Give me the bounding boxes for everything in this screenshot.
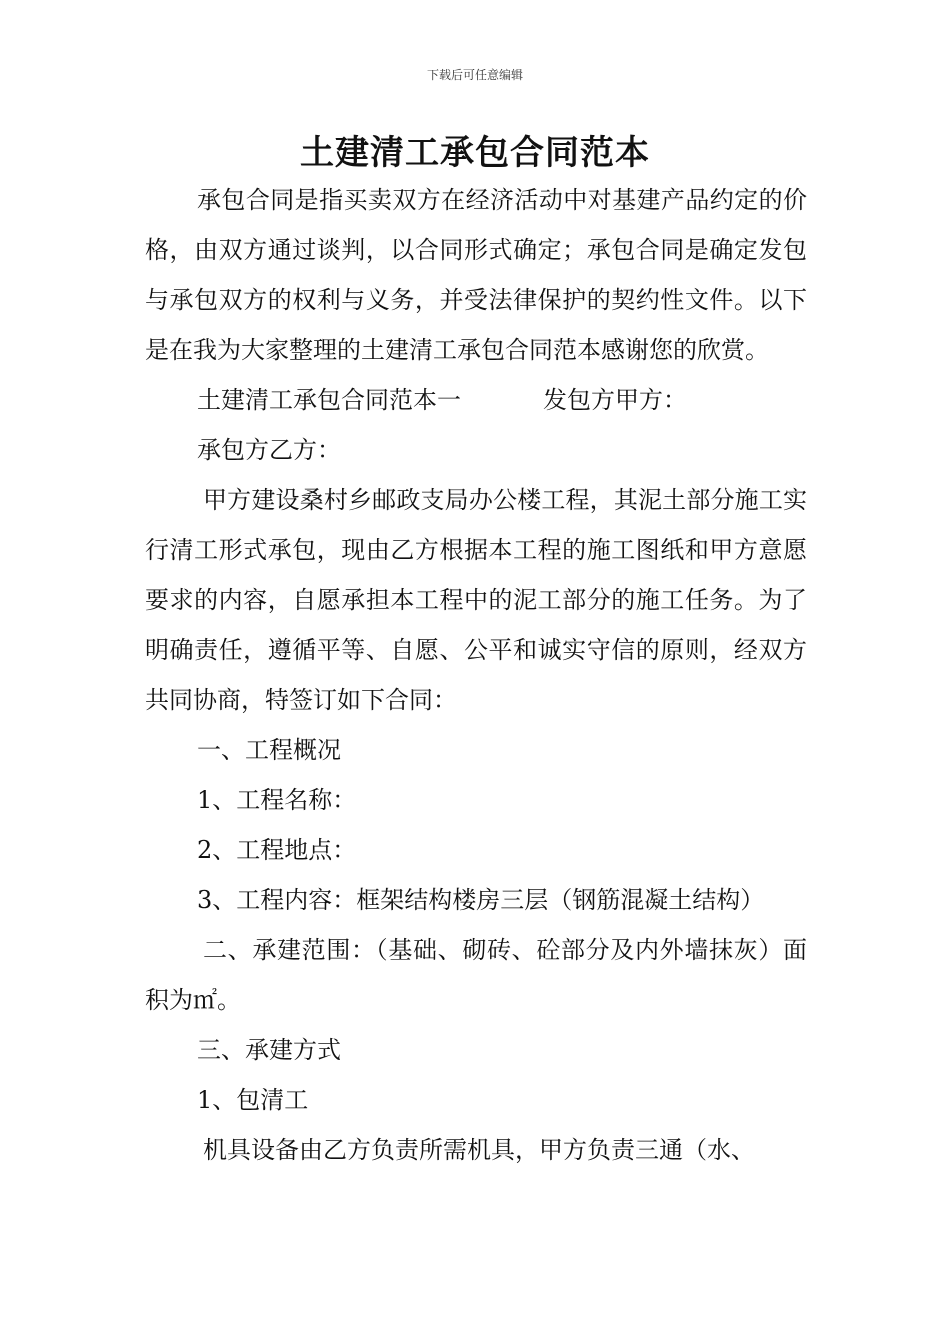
header-note: 下载后可任意编辑 [426,68,523,82]
document-title: 土建清工承包合同范本 [300,133,650,173]
paragraph-section-1: 一、工程概况 [197,736,341,764]
paragraph-party-b: 承包方乙方： [197,436,341,464]
contract-heading-label: 土建清工承包合同范本一 [197,386,461,414]
paragraph-contract-heading [145,375,807,425]
paragraph-intro: 承包合同是指买卖双方在经济活动中对基建产品约定的价格，由双方通过谈判，以合同形式确定；承包合同是确定发包与承包双方的权利与义务，并受法律保护的契约性文件。以下是在我为大家整理的土建清工承包合同范本感谢您的欣赏。 [145,186,807,364]
paragraph-section-2: 二、承建范围：（基础、砌砖、砼部分及内外墙抹灰）面积为㎡。 [145,936,807,1014]
paragraph-project-content: 3、工程内容：框架结构楼房三层（钢筋混凝土结构） [197,886,765,914]
paragraph-project-location: 2、工程地点： [197,836,357,864]
paragraph-project-name: 1、工程名称： [197,786,357,814]
party-a-label: 发包方甲方： [543,386,687,414]
paragraph-section-3: 三、承建方式 [197,1036,341,1064]
paragraph-project-description: 甲方建设桑村乡邮政支局办公楼工程，其泥土部分施工实行清工形式承包，现由乙方根据本工程的施工图纸和甲方意愿要求的内容，自愿承担本工程中的泥工部分的施工任务。为了明确责任，遵循平等、自愿、公平和诚实守信的原则，经双方共同协商，特签订如下合同： [145,486,807,714]
paragraph-labor-only: 1、包清工 [197,1086,309,1114]
paragraph-equipment: 机具设备由乙方负责所需机具，甲方负责三通（水、 [203,1136,755,1164]
document-body [145,175,807,1175]
